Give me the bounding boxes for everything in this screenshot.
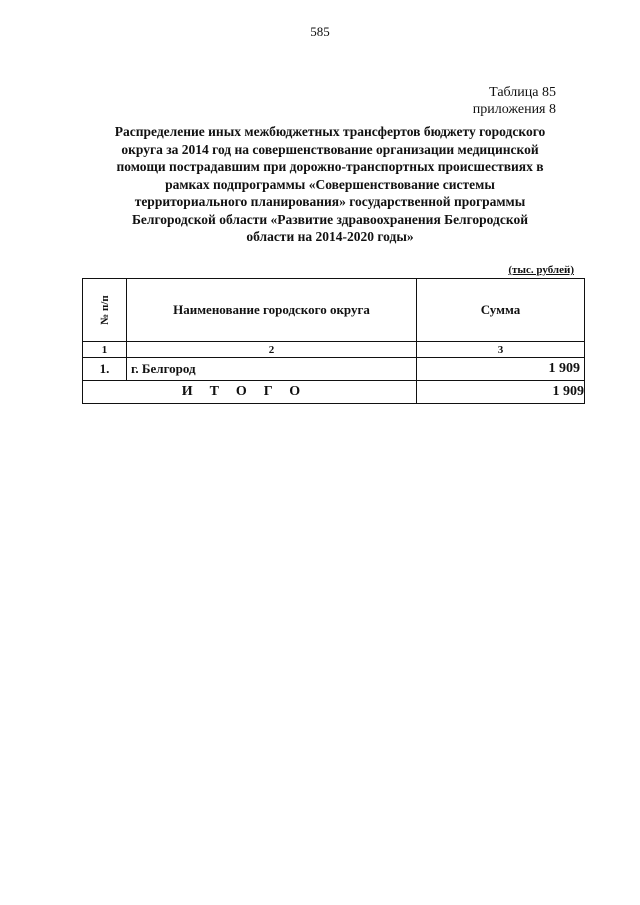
table-header-row: [83, 279, 585, 342]
table-row: [83, 358, 585, 381]
units-label: (тыс. рублей): [508, 264, 574, 276]
title-line: округа за 2014 год на совершенствование организации медицинской: [121, 141, 539, 157]
header-cell-name: Наименование городского округа: [127, 279, 417, 342]
total-row: [83, 381, 585, 404]
header-number-label: № п/п: [98, 295, 111, 325]
table-reference: [473, 84, 556, 118]
title-line: области на 2014-2020 годы»: [246, 229, 414, 244]
row-sum: 1 909: [417, 358, 585, 381]
total-sum: 1 909: [417, 381, 585, 404]
header-cell-number: [83, 279, 127, 342]
total-label: ИТОГО: [83, 381, 417, 404]
budget-table: [82, 278, 585, 404]
header-cell-sum: Сумма: [417, 279, 585, 342]
page-number: 585: [310, 24, 330, 39]
column-index-row: [83, 342, 585, 358]
table-number: Таблица 85: [489, 85, 556, 100]
title-line: территориального планирования» государственной программы: [134, 194, 526, 209]
document-title: [80, 123, 580, 246]
column-index: 1: [83, 342, 127, 358]
column-index: 3: [417, 342, 585, 358]
appendix-reference: приложения 8: [472, 102, 556, 117]
title-line: помощи пострадавшим при дорожно-транспортных происшествиях в: [116, 159, 544, 174]
title-line: Белгородской области «Развитие здравоохранения Белгородской: [131, 211, 528, 227]
title-line: Распределение иных межбюджетных трансфертов бюджету городского: [114, 124, 546, 139]
row-number: 1.: [83, 358, 127, 381]
title-line: рамках подпрограммы «Совершенствование системы: [165, 176, 495, 192]
column-index: 2: [127, 342, 417, 358]
district-name: г. Белгород: [127, 358, 417, 381]
